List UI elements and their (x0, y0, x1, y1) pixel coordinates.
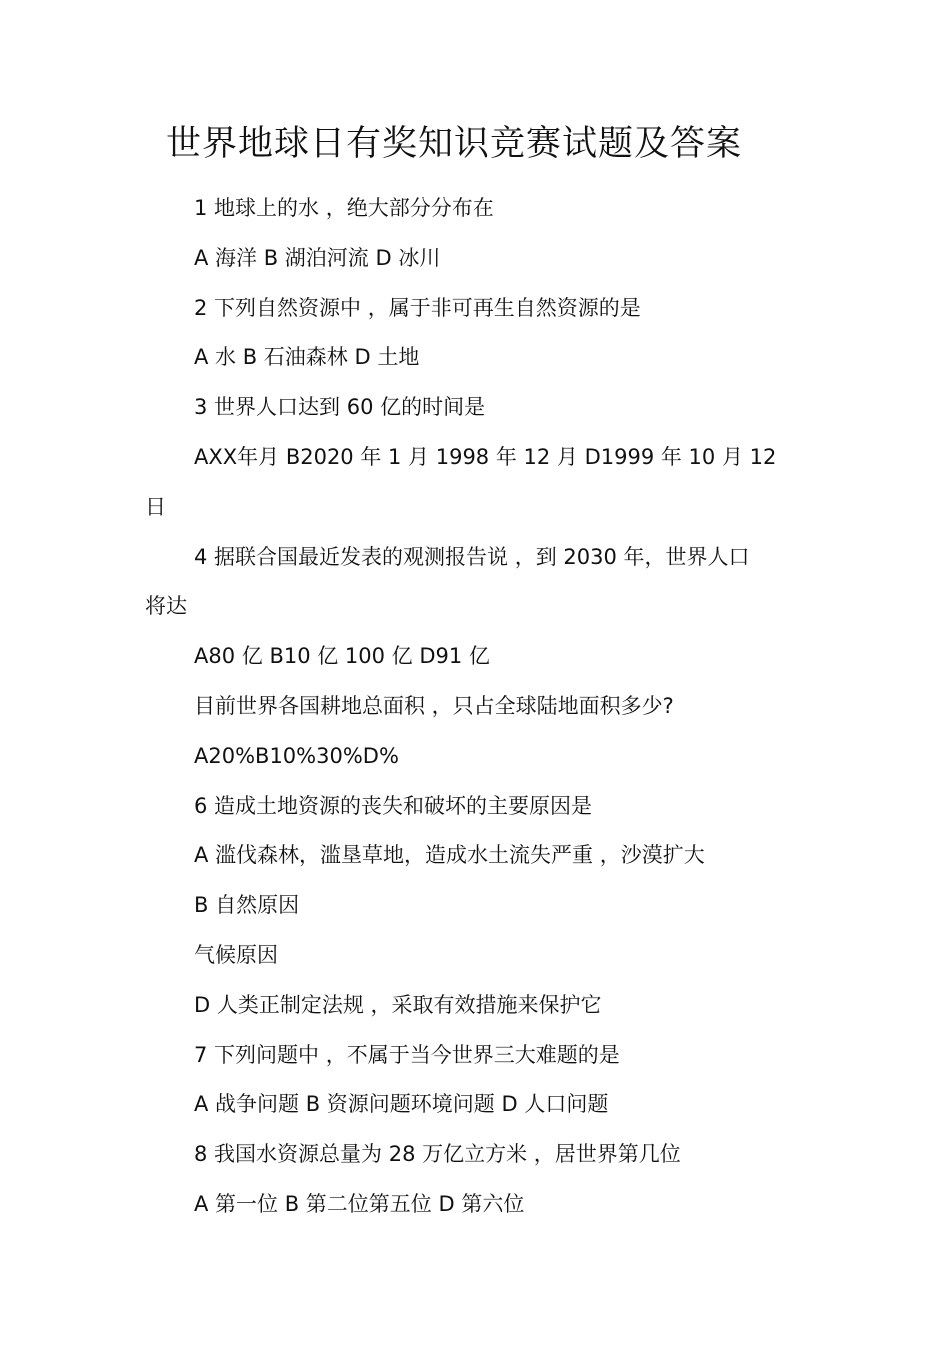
document-body (145, 184, 810, 1230)
question-7: 7 下列问题中 ，不属于当今世界三大难题的是 (194, 1042, 620, 1067)
document-title: 世界地球日有奖知识竞赛试题及答案 (165, 124, 742, 164)
question-3-options: AXX年月 B2020 年 1 月 1998 年 12 月 D1999 年 10 月 12 (194, 444, 777, 469)
question-2: 2 下列自然资源中 ，属于非可再生自然资源的是 (194, 295, 641, 320)
question-5: 目前世界各国耕地总面积 ，只占全球陆地面积多少? (194, 693, 674, 718)
question-3: 3 世界人口达到 60 亿的时间是 (194, 395, 486, 420)
question-6-option-d: D 人类正制定法规 ，采取有效措施来保护它 (194, 992, 602, 1017)
question-6-option-a: A 滥伐森林，滥垦草地，造成水土流失严重 ，沙漠扩大 (194, 843, 705, 868)
question-3-options-continued: 日 (145, 494, 166, 519)
question-4: 4 据联合国最近发表的观测报告说 ，到 2030 年，世界人口 (194, 544, 750, 569)
question-6-option-c: 气候原因 (194, 942, 278, 967)
question-5-options: A20%B10%30%D% (194, 743, 399, 768)
question-6: 6 造成土地资源的丧失和破坏的主要原因是 (194, 793, 593, 818)
question-7-options: A 战争问题 B 资源问题环境问题 D 人口问题 (194, 1092, 609, 1117)
question-1-options: A 海洋 B 湖泊河流 D 冰川 (194, 245, 441, 270)
question-4-options: A80 亿 B10 亿 100 亿 D91 亿 (194, 644, 490, 669)
question-4-continued: 将达 (145, 594, 187, 619)
question-6-option-b: B 自然原因 (194, 893, 300, 918)
question-8: 8 我国水资源总量为 28 万亿立方米 ，居世界第几位 (194, 1142, 681, 1167)
question-8-options: A 第一位 B 第二位第五位 D 第六位 (194, 1191, 525, 1216)
question-2-options: A 水 B 石油森林 D 土地 (194, 345, 420, 370)
question-1: 1 地球上的水 ，绝大部分分布在 (194, 196, 494, 220)
